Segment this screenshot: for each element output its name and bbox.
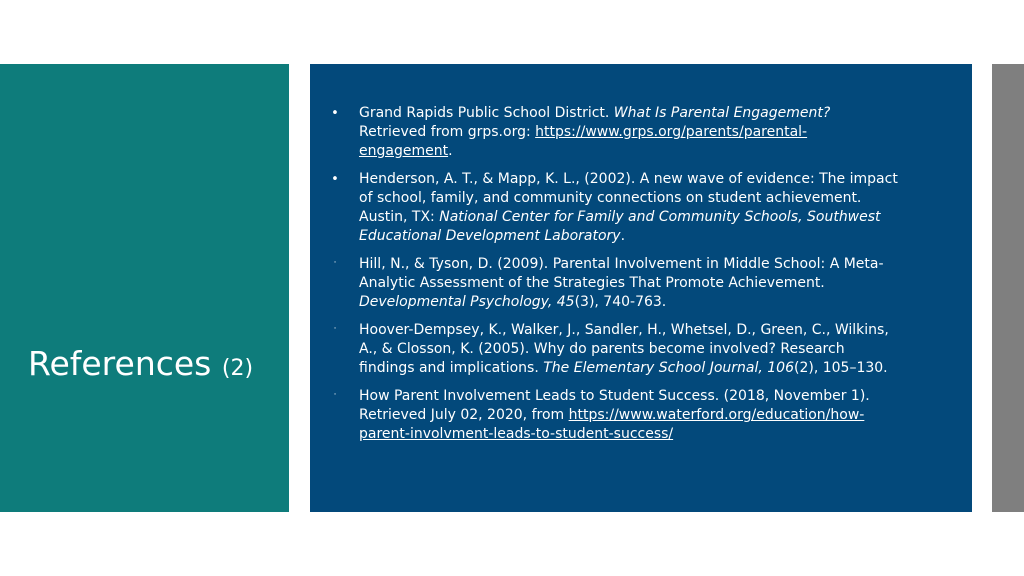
- reference-text: Retrieved from grps.org:: [359, 124, 536, 140]
- reference-text: (2), 105–130.: [794, 360, 888, 376]
- reference-text: Henderson, A. T., & Mapp, K. L., (2002). A new wave of evidence: The impact of school, family, and community connections on student achievement. Austin, TX:: [359, 171, 898, 225]
- bullet-icon: ·: [333, 324, 337, 334]
- reference-text: How Parent Involvement Leads to Student Success. (2018, November 1). Retrieved July 02, 2020, from: [359, 388, 870, 423]
- reference-italic: Developmental Psychology, 45: [359, 294, 575, 310]
- reference-link[interactable]: https://www.waterford.org/education/how-parent-involvment-leads-to-student-success/: [359, 407, 865, 442]
- reference-item-waterford: [310, 387, 972, 444]
- slide-title: [28, 344, 253, 389]
- reference-item-hoover-dempsey: [310, 321, 972, 378]
- bullet-icon: ·: [333, 258, 337, 268]
- reference-italic: National Center for Family and Community Schools, Southwest Educational Development Laboratory: [359, 209, 881, 244]
- reference-italic: What Is Parental Engagement?: [613, 105, 831, 121]
- bullet-icon: •: [331, 172, 339, 187]
- reference-text: Grand Rapids Public School District.: [359, 105, 614, 121]
- reference-text: .: [448, 143, 453, 159]
- reference-text: Hill, N., & Tyson, D. (2009). Parental Involvement in Middle School: A Meta-Analytic Assessment of the Strategies That Promote Achievement.: [359, 256, 884, 291]
- reference-item-grps: [310, 104, 972, 161]
- bullet-icon: •: [331, 106, 339, 121]
- reference-link[interactable]: https://www.grps.org/parents/parental-engagement: [359, 124, 808, 159]
- title-panel: [0, 64, 289, 512]
- reference-text: (3), 740-763.: [574, 294, 667, 310]
- bullet-icon: ·: [333, 390, 337, 400]
- reference-item-henderson: [310, 170, 972, 246]
- slide-title-suffix: (2): [221, 356, 254, 381]
- references-list: [310, 104, 972, 453]
- references-panel: [310, 64, 972, 512]
- reference-text: Hoover-Dempsey, K., Walker, J., Sandler, H., Whetsel, D., Green, C., Wilkins, A., & Closson, K. (2005). Why do parents become involved? Research findings and implications.: [359, 322, 889, 376]
- reference-italic: The Elementary School Journal, 106: [543, 360, 794, 376]
- reference-text: .: [620, 228, 626, 244]
- accent-bar: [992, 64, 1024, 512]
- slide-title-text: References: [28, 344, 212, 383]
- reference-item-hill: [310, 255, 972, 312]
